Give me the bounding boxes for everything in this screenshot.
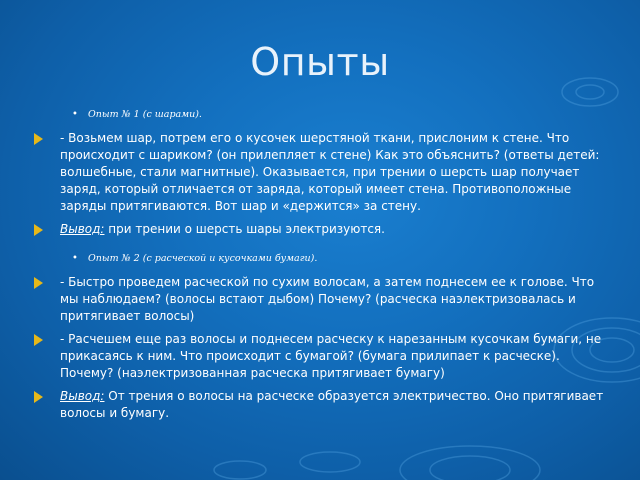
arrow-bullet-icon bbox=[34, 334, 43, 346]
slide-content bbox=[0, 108, 640, 428]
arrow-bullet-icon bbox=[34, 224, 43, 236]
conclusion-label: Вывод: bbox=[60, 222, 105, 236]
bullet-dot-icon: • bbox=[72, 109, 78, 120]
conclusion-text: От трения о волосы на расческе образуется электричество. Оно притягивает волосы и бумагу. bbox=[60, 389, 604, 420]
bullet-dot-icon: • bbox=[72, 253, 78, 264]
experiment-2-subtitle bbox=[0, 252, 640, 266]
arrow-bullet-icon bbox=[34, 391, 43, 403]
conclusion-text: при трении о шерсть шары электризуются. bbox=[104, 222, 385, 236]
experiment-2-description-1-text: - Быстро проведем расческой по сухим волосам, а затем поднесем ее к голове. Что мы наблюдаем? (волосы встают дыбом) Почему? (расческа наэлектризовалась и притягивает волосы) bbox=[60, 275, 595, 323]
experiment-1-description-text: - Возьмем шар, потрем его о кусочек шерстяной ткани, прислоним к стене. Что происходит с шариком? (он прилепляет к стене) Как это объяснить? (ответы детей: волшебные, стали магнитные). Оказывается, при трении о шерсть шар получает заряд, который отличается от заряда, который имеет стена. Противоположные заряды притягиваются. Вот шар и «держится» за стену. bbox=[60, 131, 600, 213]
experiment-1-subtitle bbox=[0, 108, 640, 122]
experiment-1-description bbox=[0, 130, 640, 215]
experiment-1-subtitle-text: Опыт № 1 (с шарами). bbox=[88, 109, 202, 120]
experiment-2-subtitle-text: Опыт № 2 (с расческой и кусочками бумаги). bbox=[88, 253, 318, 264]
experiment-1-conclusion bbox=[0, 221, 640, 238]
experiment-2-description-2 bbox=[0, 331, 640, 382]
arrow-bullet-icon bbox=[34, 133, 43, 145]
experiment-2-description-1 bbox=[0, 274, 640, 325]
experiment-2-conclusion bbox=[0, 388, 640, 422]
page-title: Опыты bbox=[250, 40, 390, 84]
conclusion-label: Вывод: bbox=[60, 389, 105, 403]
experiment-2-description-2-text: - Расчешем еще раз волосы и поднесем расческу к нарезанным кусочкам бумаги, не прикасаясь к ним. Что происходит с бумагой? (бумага прилипает к расческе). Почему? (наэлектризованная расческа притягивает бумагу) bbox=[60, 332, 602, 380]
arrow-bullet-icon bbox=[34, 277, 43, 289]
